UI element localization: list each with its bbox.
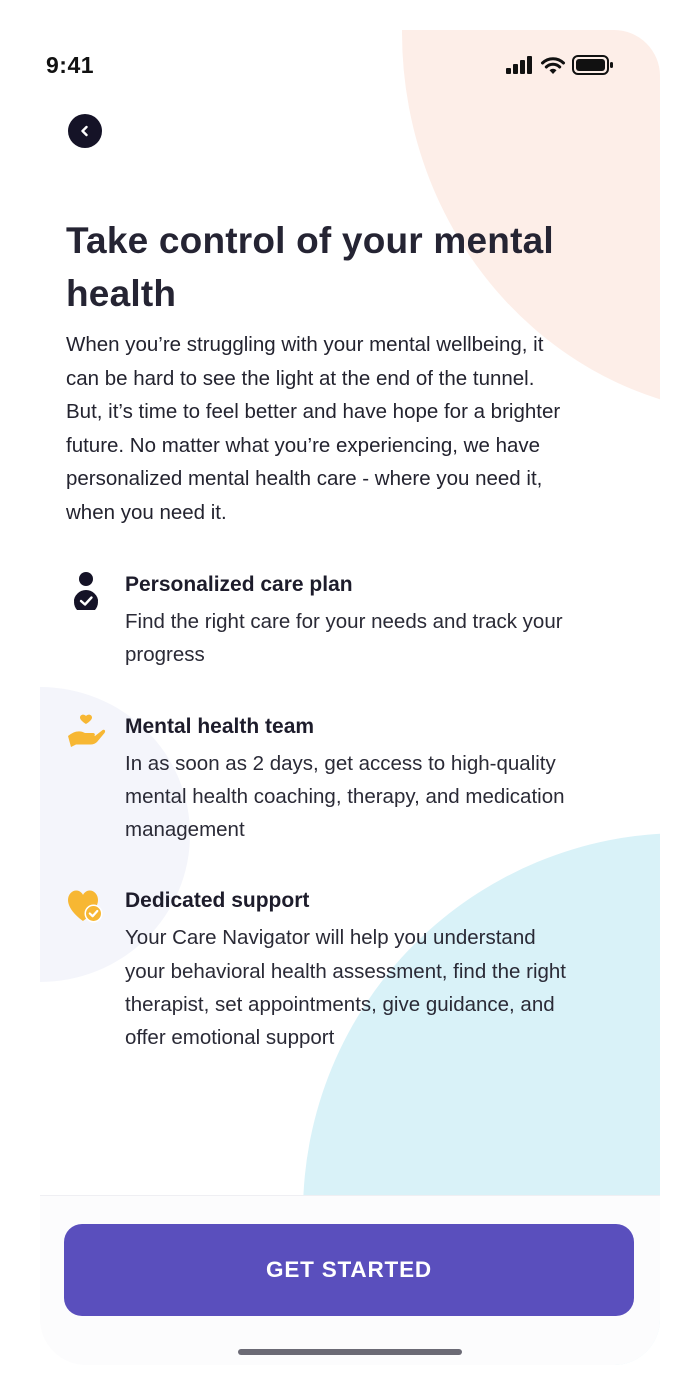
feature-desc-line: therapist, set appointments, give guidance, and bbox=[125, 993, 555, 1017]
hero-section bbox=[66, 214, 626, 529]
feature-item-support bbox=[66, 886, 636, 1054]
status-time: 9:41 bbox=[46, 52, 95, 78]
title-line: health bbox=[66, 273, 177, 314]
feature-description bbox=[125, 921, 636, 1054]
app-screen bbox=[40, 30, 660, 1365]
feature-desc-line: progress bbox=[125, 643, 205, 667]
title-line: Take control of your mental bbox=[66, 220, 554, 261]
feature-desc-line: mental health coaching, therapy, and medication bbox=[125, 784, 565, 808]
page-title bbox=[66, 214, 626, 320]
feature-desc-line: your behavioral health assessment, find the right bbox=[125, 959, 567, 983]
chevron-left-icon bbox=[78, 124, 92, 138]
feature-description bbox=[125, 747, 636, 847]
intro-line: But, it’s time to feel better and have hope for a brighter bbox=[66, 400, 561, 423]
feature-desc-line: Find the right care for your needs and track your bbox=[125, 610, 563, 633]
intro-line: When you’re struggling with your mental wellbeing, it bbox=[66, 333, 544, 356]
feature-desc-line: offer emotional support bbox=[125, 1026, 335, 1050]
cellular-signal-icon bbox=[506, 56, 534, 74]
intro-line: future. No matter what you’re experiencing, we have bbox=[66, 433, 541, 457]
feature-item-care-plan bbox=[66, 570, 636, 672]
get-started-button[interactable]: GET STARTED bbox=[64, 1224, 634, 1316]
wifi-icon bbox=[540, 56, 566, 75]
feature-title: Mental health team bbox=[125, 714, 315, 738]
feature-desc-line: Your Care Navigator will help you understand bbox=[125, 926, 536, 950]
feature-desc-line: management bbox=[125, 818, 245, 842]
intro-line: can be hard to see the light at the end of the tunnel. bbox=[66, 366, 535, 390]
feature-list bbox=[66, 570, 636, 1055]
battery-icon bbox=[572, 55, 614, 75]
hand-heart-icon bbox=[66, 712, 106, 752]
feature-title: Personalized care plan bbox=[125, 573, 353, 596]
intro-paragraph bbox=[66, 328, 626, 529]
status-bar bbox=[40, 30, 660, 102]
feature-item-team bbox=[66, 712, 636, 847]
person-care-icon bbox=[66, 570, 106, 610]
feature-title: Dedicated support bbox=[125, 889, 310, 913]
back-button[interactable] bbox=[68, 114, 102, 148]
feature-description bbox=[125, 605, 636, 672]
intro-line: personalized mental health care - where you need it, bbox=[66, 467, 543, 490]
status-icons bbox=[506, 55, 614, 75]
heart-check-icon bbox=[66, 886, 106, 926]
feature-desc-line: In as soon as 2 days, get access to high-quality bbox=[125, 751, 556, 775]
home-indicator bbox=[238, 1349, 462, 1355]
intro-line: when you need it. bbox=[66, 500, 227, 524]
footer-bar bbox=[40, 1195, 660, 1365]
